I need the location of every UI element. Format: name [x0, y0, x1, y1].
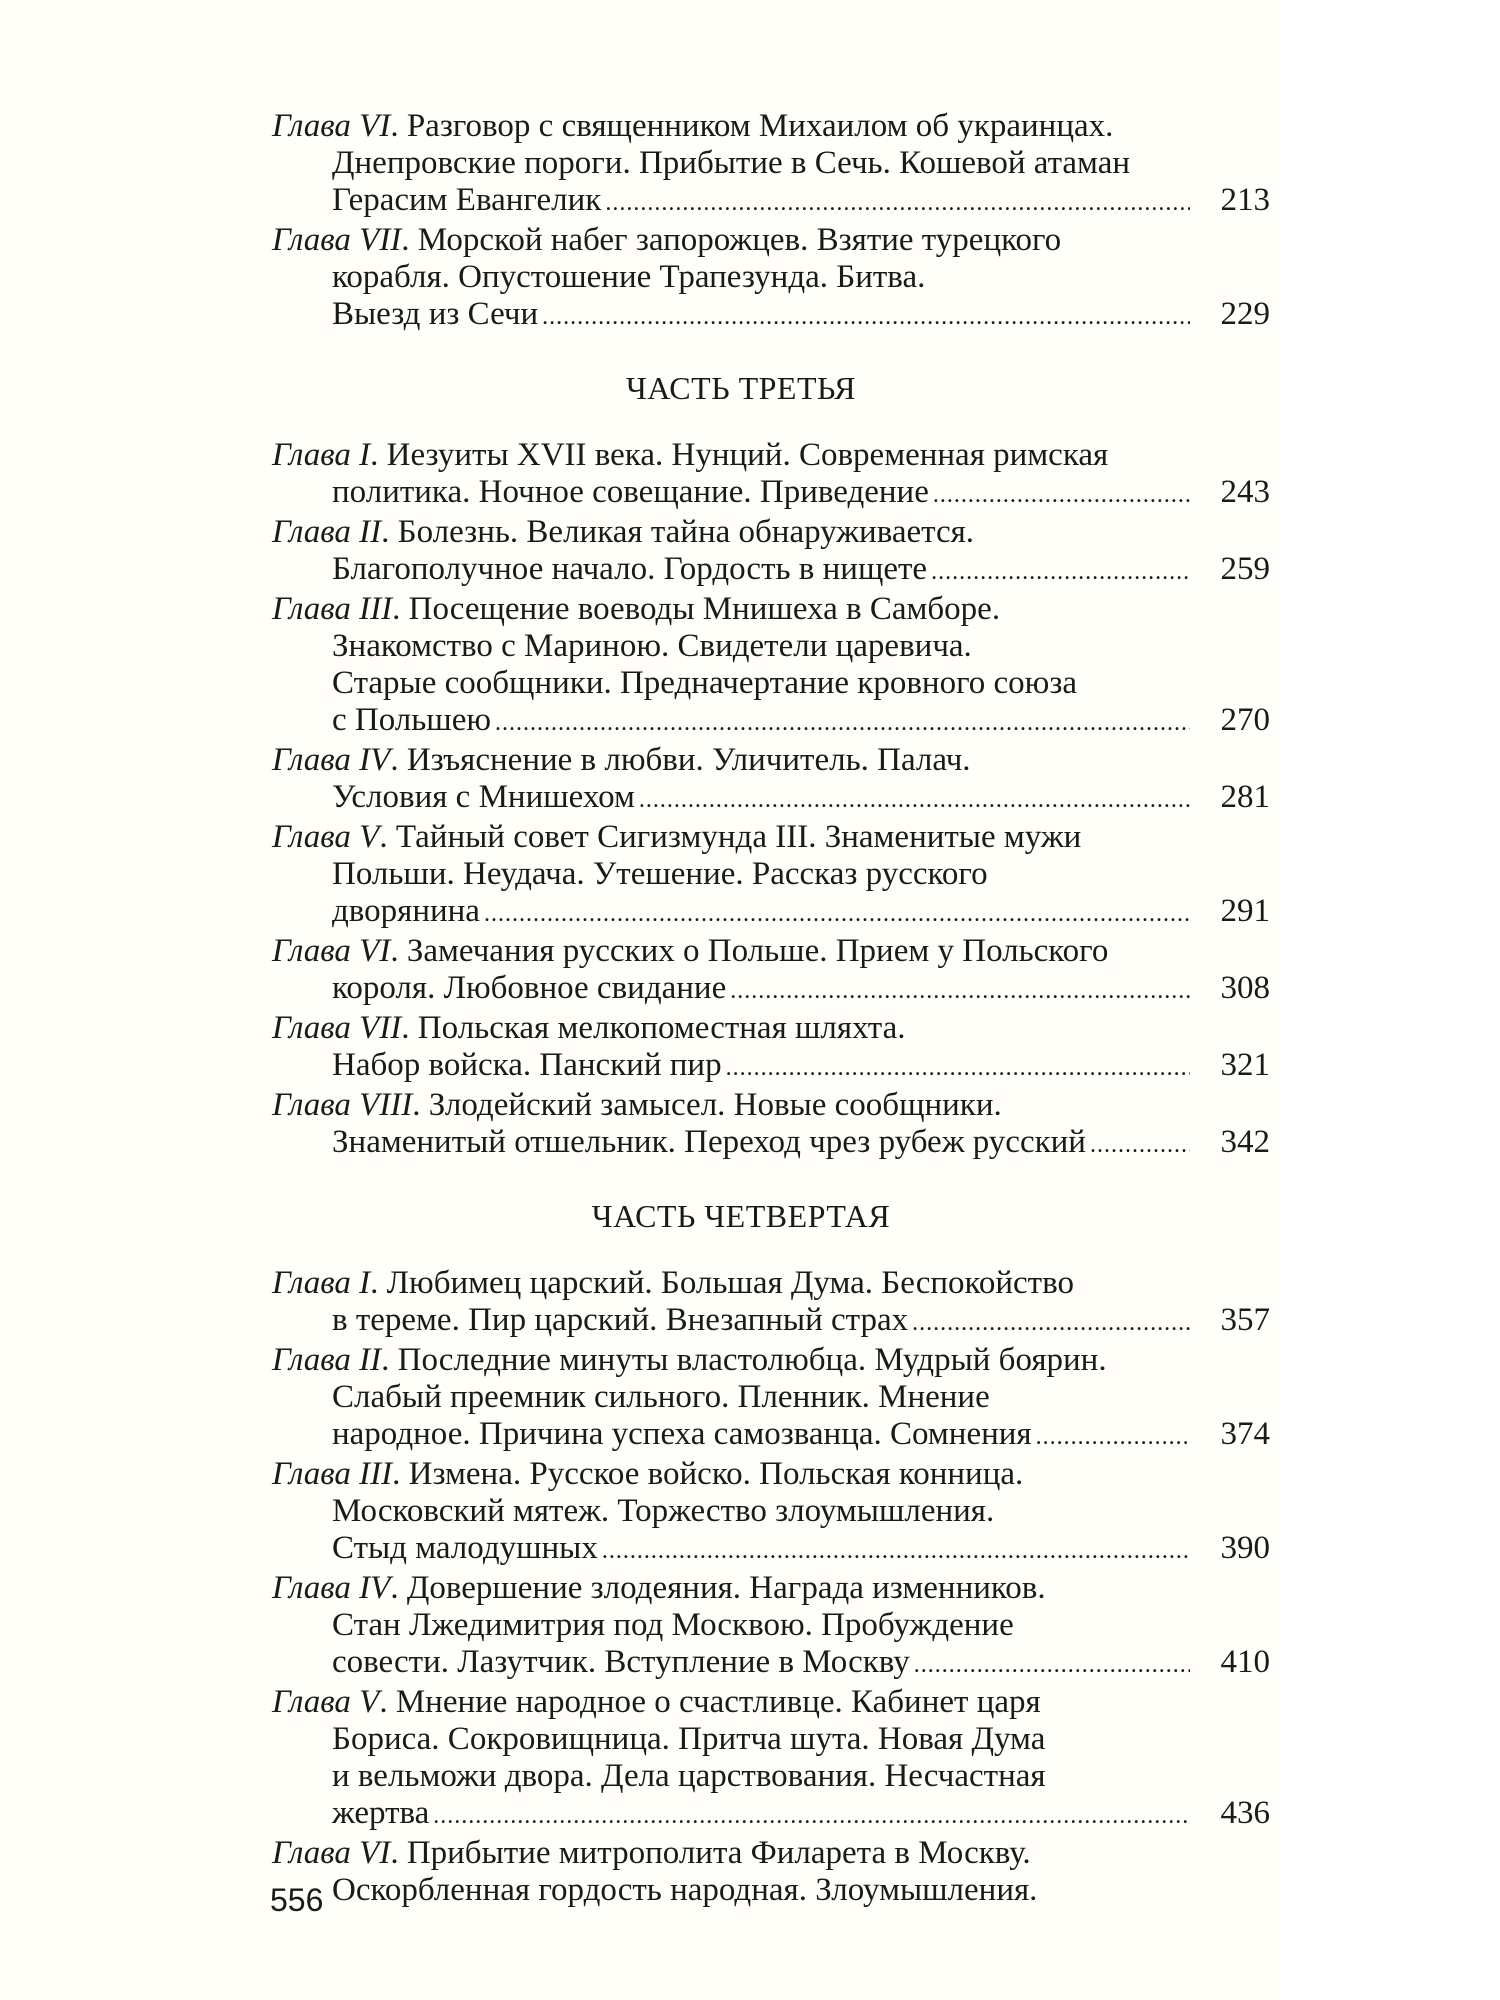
toc-page-ref: 410: [1220, 1644, 1270, 1680]
chapter-label: Глава II: [272, 514, 382, 550]
toc-page-ref: 357: [1220, 1302, 1270, 1338]
dot-leader: [495, 705, 1190, 742]
toc-entry-last-line: [272, 1416, 1270, 1456]
page-number: 556: [270, 1882, 324, 1918]
toc-entry-line: Днепровские пороги. Прибытие в Сечь. Кошевой атаман: [332, 145, 1131, 181]
toc-page-ref: 321: [1220, 1047, 1270, 1083]
toc-entry-first-line: [272, 1570, 1272, 1607]
dot-leader: [639, 782, 1190, 819]
toc-entry-last-line: [272, 1124, 1270, 1164]
toc-entry-first-line: [272, 1684, 1272, 1721]
toc-entry-text: Благополучное начало. Гордость в нищете: [332, 551, 928, 587]
toc-entry-line: и вельможи двора. Дела царствования. Несчастная: [332, 1758, 1046, 1794]
chapter-label: Глава I: [272, 437, 371, 473]
toc-entry: [272, 1342, 1272, 1456]
toc-entry-first-line: [272, 1342, 1272, 1379]
dot-leader: [914, 1647, 1190, 1684]
chapter-label: Глава IV: [272, 1570, 391, 1606]
toc-entry: [272, 742, 1272, 819]
dot-leader: [726, 1050, 1190, 1087]
toc-entry-text: . Довершение злодеяния. Награда изменников.: [390, 1570, 1046, 1606]
toc-entry-last-line: [272, 182, 1270, 222]
toc-page-ref: 291: [1220, 893, 1270, 929]
toc-entry-first-line: [272, 1087, 1272, 1124]
toc-page-ref: 229: [1220, 296, 1270, 332]
dot-leader: [542, 299, 1190, 336]
toc-entry-text: совести. Лазутчик. Вступление в Москву: [332, 1644, 910, 1680]
toc-entry: [272, 819, 1272, 933]
toc-entry-text: . Изъяснение в любви. Уличитель. Палач.: [390, 742, 971, 778]
dot-leader: [602, 1533, 1190, 1570]
toc-entry-last-line: [272, 702, 1270, 742]
table-of-contents: [272, 108, 1272, 1909]
toc-entry: [272, 1010, 1272, 1087]
toc-entry-last-line: [272, 779, 1270, 819]
toc-entry-first-line: [272, 437, 1272, 474]
chapter-label: Глава VI: [272, 933, 391, 969]
dot-leader: [433, 1798, 1190, 1835]
toc-entry-text: . Морской набег запорожцев. Взятие турецкого: [401, 222, 1062, 258]
toc-page-ref: 436: [1220, 1795, 1270, 1831]
toc-entry-first-line: [272, 1265, 1272, 1302]
chapter-label: Глава V: [272, 1684, 380, 1720]
toc-entry-first-line: [272, 108, 1272, 145]
toc-entry-text: народное. Причина успеха самозванца. Сомнения: [332, 1416, 1032, 1452]
toc-page-ref: 259: [1220, 551, 1270, 587]
toc-entry: [272, 1835, 1272, 1909]
toc-entry-text: . Злодейский замысел. Новые сообщники.: [412, 1087, 1002, 1123]
chapter-label: Глава IV: [272, 742, 391, 778]
toc-entry: [272, 1456, 1272, 1570]
chapter-label: Глава VIII: [272, 1087, 413, 1123]
toc-entry-text: . Польская мелкопоместная шляхта.: [401, 1010, 906, 1046]
toc-page-ref: 281: [1220, 779, 1270, 815]
toc-entry-text: в тереме. Пир царский. Внезапный страх: [332, 1302, 909, 1338]
toc-entry-line: Бориса. Сокровищница. Притча шута. Новая Дума: [332, 1721, 1046, 1757]
chapter-label: Глава VI: [272, 108, 391, 144]
chapter-label: Глава V: [272, 819, 380, 855]
toc-entry-last-line: [272, 551, 1270, 591]
toc-page-ref: 308: [1220, 970, 1270, 1006]
toc-entry-line: Московский мятеж. Торжество злоумышления.: [332, 1493, 995, 1529]
toc-entry-last-line: [272, 1644, 1270, 1684]
dot-leader: [730, 973, 1190, 1010]
toc-entry-text: . Замечания русских о Польше. Прием у Польского: [390, 933, 1109, 969]
toc-entry: [272, 437, 1272, 514]
toc-entry-text: . Посещение воеводы Мнишеха в Самборе.: [392, 591, 1001, 627]
toc-entry-text: дворянина: [332, 893, 480, 929]
chapter-label: Глава VII: [272, 222, 402, 258]
toc-entry-text: . Прибытие митрополита Филарета в Москву.: [390, 1835, 1031, 1871]
toc-entry: [272, 1087, 1272, 1164]
toc-entry-first-line: [272, 1835, 1272, 1872]
toc-entry-line: Стан Лжедимитрия под Москвою. Пробуждение: [332, 1607, 1014, 1643]
toc-entry: [272, 1570, 1272, 1684]
toc-entry-first-line: [272, 933, 1272, 970]
toc-entry-text: . Болезнь. Великая тайна обнаруживается.: [381, 514, 975, 550]
toc-entry-text: Набор войска. Панский пир: [332, 1047, 722, 1083]
dot-leader: [933, 477, 1190, 514]
toc-entry-last-line: [272, 296, 1270, 336]
toc-entry-last-line: [272, 1047, 1270, 1087]
toc-page-ref: 374: [1220, 1416, 1270, 1452]
dot-leader: [1036, 1419, 1190, 1456]
toc-entry-first-line: [272, 1456, 1272, 1493]
toc-entry-first-line: [272, 819, 1272, 856]
chapter-label: Глава VI: [272, 1835, 391, 1871]
toc-entry-last-line: [272, 1795, 1270, 1835]
toc-page-ref: 243: [1220, 474, 1270, 510]
toc-entry-first-line: [272, 591, 1272, 628]
toc-entry-first-line: [272, 222, 1272, 259]
toc-entry: [272, 1684, 1272, 1835]
dot-leader: [1090, 1127, 1190, 1164]
toc-page-ref: 270: [1220, 702, 1270, 738]
chapter-label: Глава VII: [272, 1010, 402, 1046]
toc-entry-line: Знакомство с Мариною. Свидетели царевича.: [332, 628, 972, 664]
dot-leader: [484, 896, 1190, 933]
toc-entry-text: Выезд из Сечи: [332, 296, 539, 332]
toc-entry-line: корабля. Опустошение Трапезунда. Битва.: [332, 259, 926, 295]
toc-entry-first-line: [272, 742, 1272, 779]
toc-entry: [272, 514, 1272, 591]
toc-entry-text: . Мнение народное о счастливце. Кабинет царя: [379, 1684, 1041, 1720]
dot-leader: [912, 1305, 1190, 1342]
toc-entry: [272, 108, 1272, 222]
toc-entry-text: Знаменитый отшельник. Переход чрез рубеж русский: [332, 1124, 1086, 1160]
toc-entry-line: Польши. Неудача. Утешение. Рассказ русского: [332, 856, 988, 892]
toc-entry: [272, 591, 1272, 742]
toc-entry-text: . Последние минуты властолюбца. Мудрый боярин.: [381, 1342, 1107, 1378]
part-heading: ЧАСТЬ ЧЕТВЕРТАЯ: [591, 1198, 891, 1234]
toc-entry-first-line: [272, 514, 1272, 551]
toc-entry-last-line: [272, 1302, 1270, 1342]
toc-entry: [272, 222, 1272, 336]
part-heading: ЧАСТЬ ТРЕТЬЯ: [625, 370, 857, 406]
chapter-label: Глава III: [272, 591, 393, 627]
dot-leader: [931, 554, 1190, 591]
toc-entry-text: . Тайный совет Сигизмунда III. Знаменитые мужи: [379, 819, 1082, 855]
chapter-label: Глава II: [272, 1342, 382, 1378]
dot-leader: [605, 185, 1190, 222]
toc-entry-text: жертва: [332, 1795, 430, 1831]
toc-entry-text: Условия с Мнишехом: [332, 779, 635, 815]
toc-entry: [272, 933, 1272, 1010]
toc-entry-text: политика. Ночное совещание. Приведение: [332, 474, 929, 510]
toc-entry-line: Оскорбленная гордость народная. Злоумышления.: [332, 1872, 1038, 1908]
toc-entry-text: . Иезуиты XVII века. Нунций. Современная римская: [370, 437, 1109, 473]
toc-entry-text: Стыд малодушных: [332, 1530, 598, 1566]
toc-entry: [272, 1265, 1272, 1342]
toc-entry-last-line: [272, 970, 1270, 1010]
chapter-label: Глава I: [272, 1265, 371, 1301]
toc-entry-text: Герасим Евангелик: [332, 182, 602, 218]
toc-entry-last-line: [272, 893, 1270, 933]
toc-page-ref: 213: [1220, 182, 1270, 218]
toc-entry-text: . Любимец царский. Большая Дума. Беспокойство: [370, 1265, 1074, 1301]
toc-entry-text: с Польшею: [332, 702, 492, 738]
toc-entry-text: . Разговор с священником Михаилом об украинцах.: [390, 108, 1114, 144]
toc-entry-text: . Измена. Русское войско. Польская конница.: [392, 1456, 1024, 1492]
toc-entry-first-line: [272, 1010, 1272, 1047]
toc-page-ref: 390: [1220, 1530, 1270, 1566]
toc-entry-last-line: [272, 1530, 1270, 1570]
toc-entry-line: Старые сообщники. Предначертание кровного союза: [332, 665, 1078, 701]
toc-page-ref: 342: [1220, 1124, 1270, 1160]
toc-entry-line: Слабый преемник сильного. Пленник. Мнение: [332, 1379, 990, 1415]
chapter-label: Глава III: [272, 1456, 393, 1492]
toc-entry-text: короля. Любовное свидание: [332, 970, 727, 1006]
toc-entry-last-line: [272, 474, 1270, 514]
